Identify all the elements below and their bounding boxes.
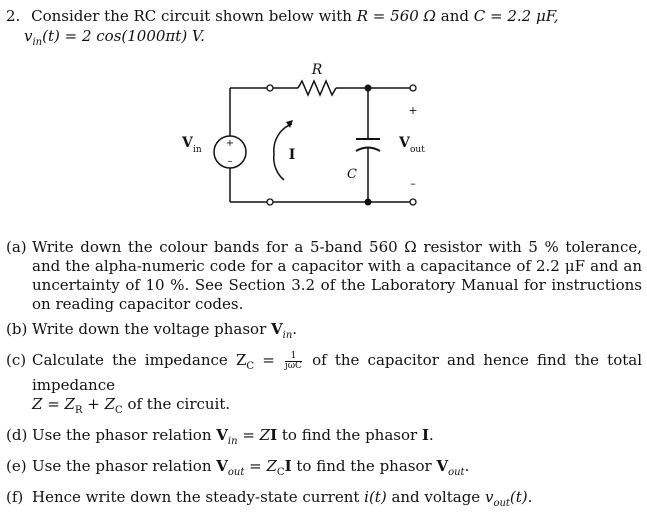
source-expression: (t) = 2 cos(1000πt) V. <box>42 27 205 45</box>
vout-minus-sign: – <box>410 177 416 190</box>
source-symbol: v <box>24 27 33 45</box>
part-label: (b) <box>6 320 28 338</box>
part-text: Use the phasor relation $V_{out} = Z_CI$ to find the phasor $V_{out}$. <box>32 457 470 478</box>
capacitance-value: C = 2.2 μF, <box>473 7 559 25</box>
resistor-symbol <box>298 81 336 95</box>
terminal-bottom-left <box>267 199 273 205</box>
part-d <box>6 426 642 451</box>
part-text: Hence write down the steady-state current i(t) and voltage $v_{out}(t)$. <box>32 488 533 509</box>
source-subscript: in <box>32 37 43 48</box>
part-text: Write down the colour bands for a 5-band 560 Ω resistor with 5 % tolerance, and the alpha-numeric code for a capacitor with a capacitance of 2.2 μF and an uncertainty of 10 %. See Section 3.2 of the Laboratory Manual for instructions on reading capacitor codes. <box>32 238 642 313</box>
capacitor-label: C <box>347 167 357 182</box>
problem-line-1 <box>6 6 636 26</box>
resistance-value: R = 560 Ω <box>356 7 436 25</box>
fraction: $\frac{1}{\text{jωC}}$ <box>284 350 302 371</box>
part-text: Use the phasor relation $V_{in}$ = ZI to find the phasor I. <box>32 426 434 447</box>
problem-statement <box>6 6 636 53</box>
vout-plus-sign: + <box>408 104 418 117</box>
part-a <box>6 238 642 314</box>
resistor-label: R <box>311 62 323 78</box>
and-text: and <box>440 7 474 25</box>
part-label: (e) <box>6 457 27 475</box>
terminal-bottom-right <box>410 199 416 205</box>
part-text: Calculate the impedance $Z_C$ = $\frac{1}{\text{jωC}}$ of the capacitor and hence find the total impedance $Z = Z_R + Z_C$ of the circuit. <box>32 350 643 416</box>
vin-subscript: in <box>193 145 202 155</box>
part-b <box>6 320 642 345</box>
terminal-top-right <box>410 85 416 91</box>
source-minus-sign: – <box>227 156 233 167</box>
vout-label: V <box>399 135 410 151</box>
part-label: (a) <box>6 238 27 256</box>
part-label: (c) <box>6 351 27 369</box>
terminal-top-left <box>267 85 273 91</box>
part-f <box>6 488 642 513</box>
source-plus-sign: + <box>225 138 235 149</box>
rc-circuit-diagram <box>170 56 450 226</box>
problem-line-2 <box>6 26 636 53</box>
part-text: Write down the voltage phasor $V_{in}$. <box>32 320 298 341</box>
problem-number: 2. <box>6 7 21 25</box>
part-e <box>6 457 642 482</box>
question-parts <box>6 238 642 519</box>
part-label: (f) <box>6 488 24 506</box>
part-c <box>6 351 642 420</box>
vin-label: V <box>182 135 193 151</box>
intro-text: Consider the RC circuit shown below with <box>31 7 357 25</box>
vout-subscript: out <box>410 145 425 155</box>
part-label: (d) <box>6 426 28 444</box>
current-label: I <box>288 147 296 163</box>
